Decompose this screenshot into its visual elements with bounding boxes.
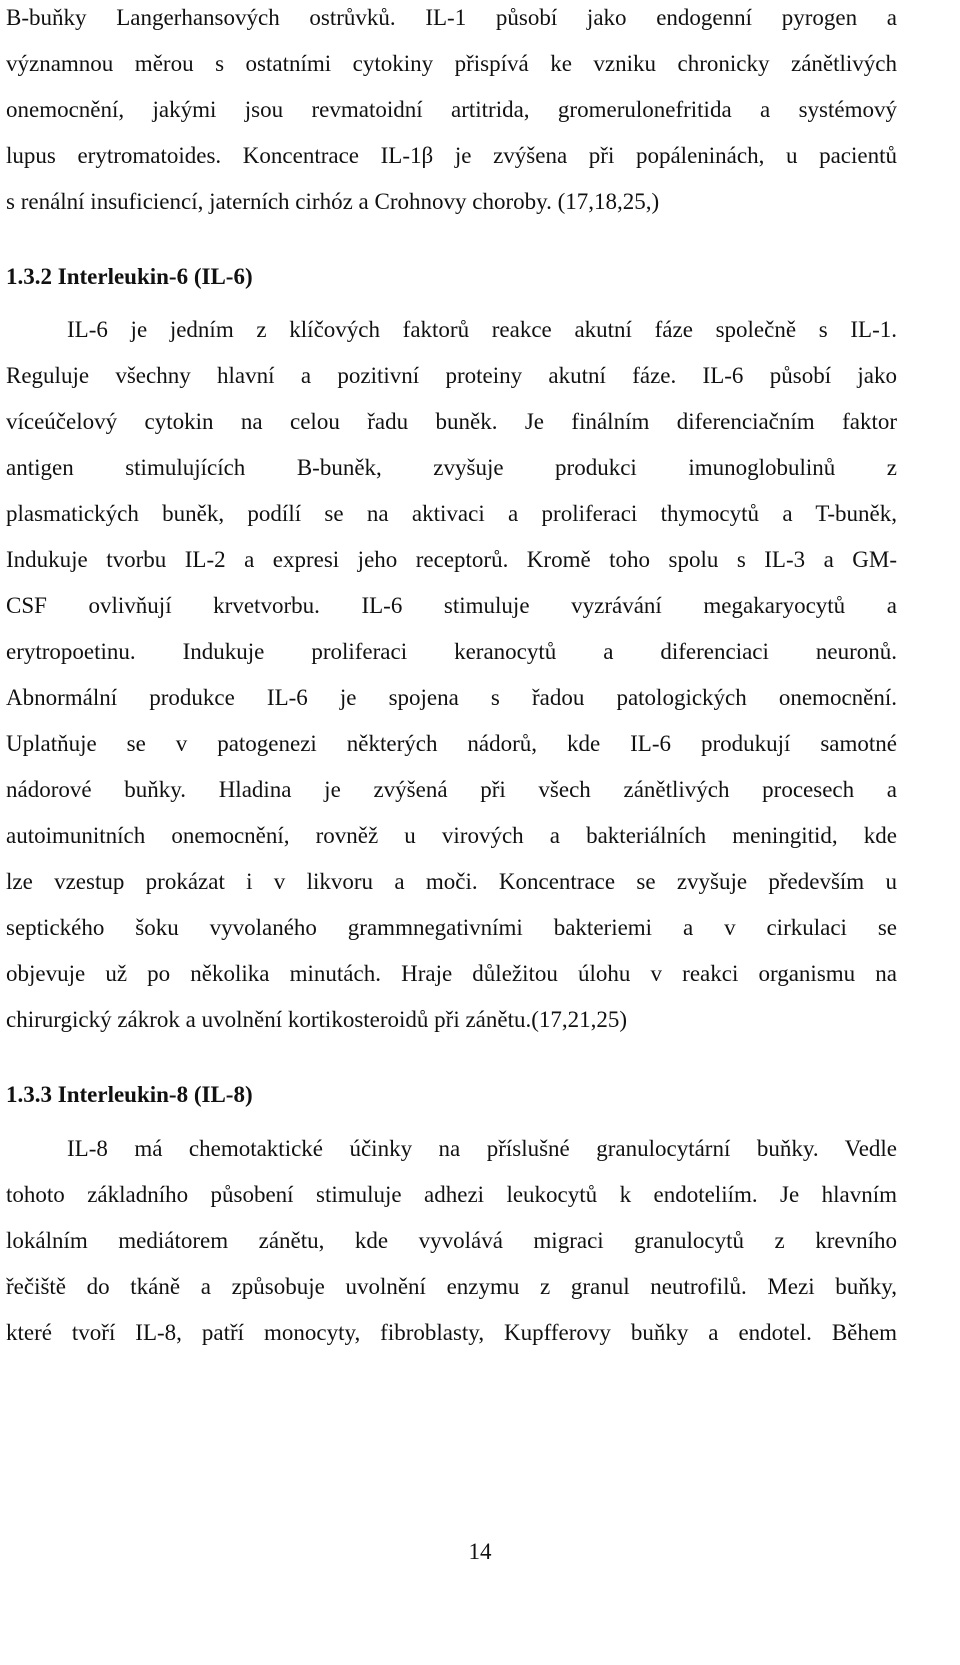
paragraph-line: lze vzestup prokázat i v likvoru a moči. Koncentrace se zvyšuje především u	[6, 869, 897, 894]
paragraph-line: objevuje už po několika minutách. Hraje důležitou úlohu v reakci organismu na	[6, 961, 897, 986]
paragraph-line: IL-6 je jedním z klíčových faktorů reakce akutní fáze společně s IL-1.	[67, 317, 897, 342]
paragraph-line: chirurgický zákrok a uvolnění kortikosteroidů při zánětu.(17,21,25)	[6, 1007, 628, 1032]
paragraph-line: autoimunitních onemocnění, rovněž u virových a bakteriálních meningitid, kde	[6, 823, 897, 848]
paragraph-line: řečiště do tkáně a způsobuje uvolnění enzymu z granul neutrofilů. Mezi buňky,	[6, 1274, 897, 1299]
paragraph-line: tohoto základního působení stimuluje adhezi leukocytů k endoteliím. Je hlavním	[6, 1182, 897, 1207]
paragraph-line: onemocnění, jakými jsou revmatoidní artitrida, gromerulonefritida a systémový	[6, 97, 897, 122]
section-heading-il6: 1.3.2 Interleukin-6 (IL-6)	[6, 264, 253, 289]
paragraph-line: nádorové buňky. Hladina je zvýšená při všech zánětlivých procesech a	[6, 777, 897, 802]
paragraph-line: lokálním mediátorem zánětu, kde vyvolává migraci granulocytů z krevního	[6, 1228, 897, 1253]
paragraph-line: významnou měrou s ostatními cytokiny přispívá ke vzniku chronicky zánětlivých	[6, 51, 897, 76]
paragraph-line: IL-8 má chemotaktické účinky na příslušné granulocytární buňky. Vedle	[67, 1136, 897, 1161]
paragraph-line: s renální insuficiencí, jaterních cirhóz a Crohnovy choroby. (17,18,25,)	[6, 189, 660, 214]
paragraph-line: erytropoetinu. Indukuje proliferaci keranocytů a diferenciaci neuronů.	[6, 639, 897, 664]
paragraph-line: Abnormální produkce IL-6 je spojena s řadou patologických onemocnění.	[6, 685, 897, 710]
section-heading-il8: 1.3.3 Interleukin-8 (IL-8)	[6, 1082, 253, 1107]
page-number: 14	[468, 1539, 492, 1564]
paragraph-line: Reguluje všechny hlavní a pozitivní proteiny akutní fáze. IL-6 působí jako	[6, 363, 897, 388]
paragraph-line: antigen stimulujících B-buněk, zvyšuje produkci imunoglobulinů z	[6, 455, 897, 480]
paragraph-line: které tvoří IL-8, patří monocyty, fibroblasty, Kupfferovy buňky a endotel. Během	[6, 1320, 897, 1345]
paragraph-line: B-buňky Langerhansových ostrůvků. IL-1 působí jako endogenní pyrogen a	[6, 5, 897, 30]
paragraph-line: víceúčelový cytokin na celou řadu buněk. Je finálním diferenciačním faktor	[6, 409, 897, 434]
paragraph-line: Indukuje tvorbu IL-2 a expresi jeho receptorů. Kromě toho spolu s IL-3 a GM-	[6, 547, 897, 572]
paragraph-line: plasmatických buněk, podílí se na aktivaci a proliferaci thymocytů a T-buněk,	[6, 501, 897, 526]
paragraph-line: lupus erytromatoides. Koncentrace IL-1β je zvýšena při popáleninách, u pacientů	[6, 143, 897, 168]
paragraph-line: CSF ovlivňují krvetvorbu. IL-6 stimuluje vyzrávání megakaryocytů a	[6, 593, 897, 618]
paragraph-line: Uplatňuje se v patogenezi některých nádorů, kde IL-6 produkují samotné	[6, 731, 897, 756]
paragraph-line: septického šoku vyvolaného grammnegativními bakteriemi a v cirkulaci se	[6, 915, 897, 940]
